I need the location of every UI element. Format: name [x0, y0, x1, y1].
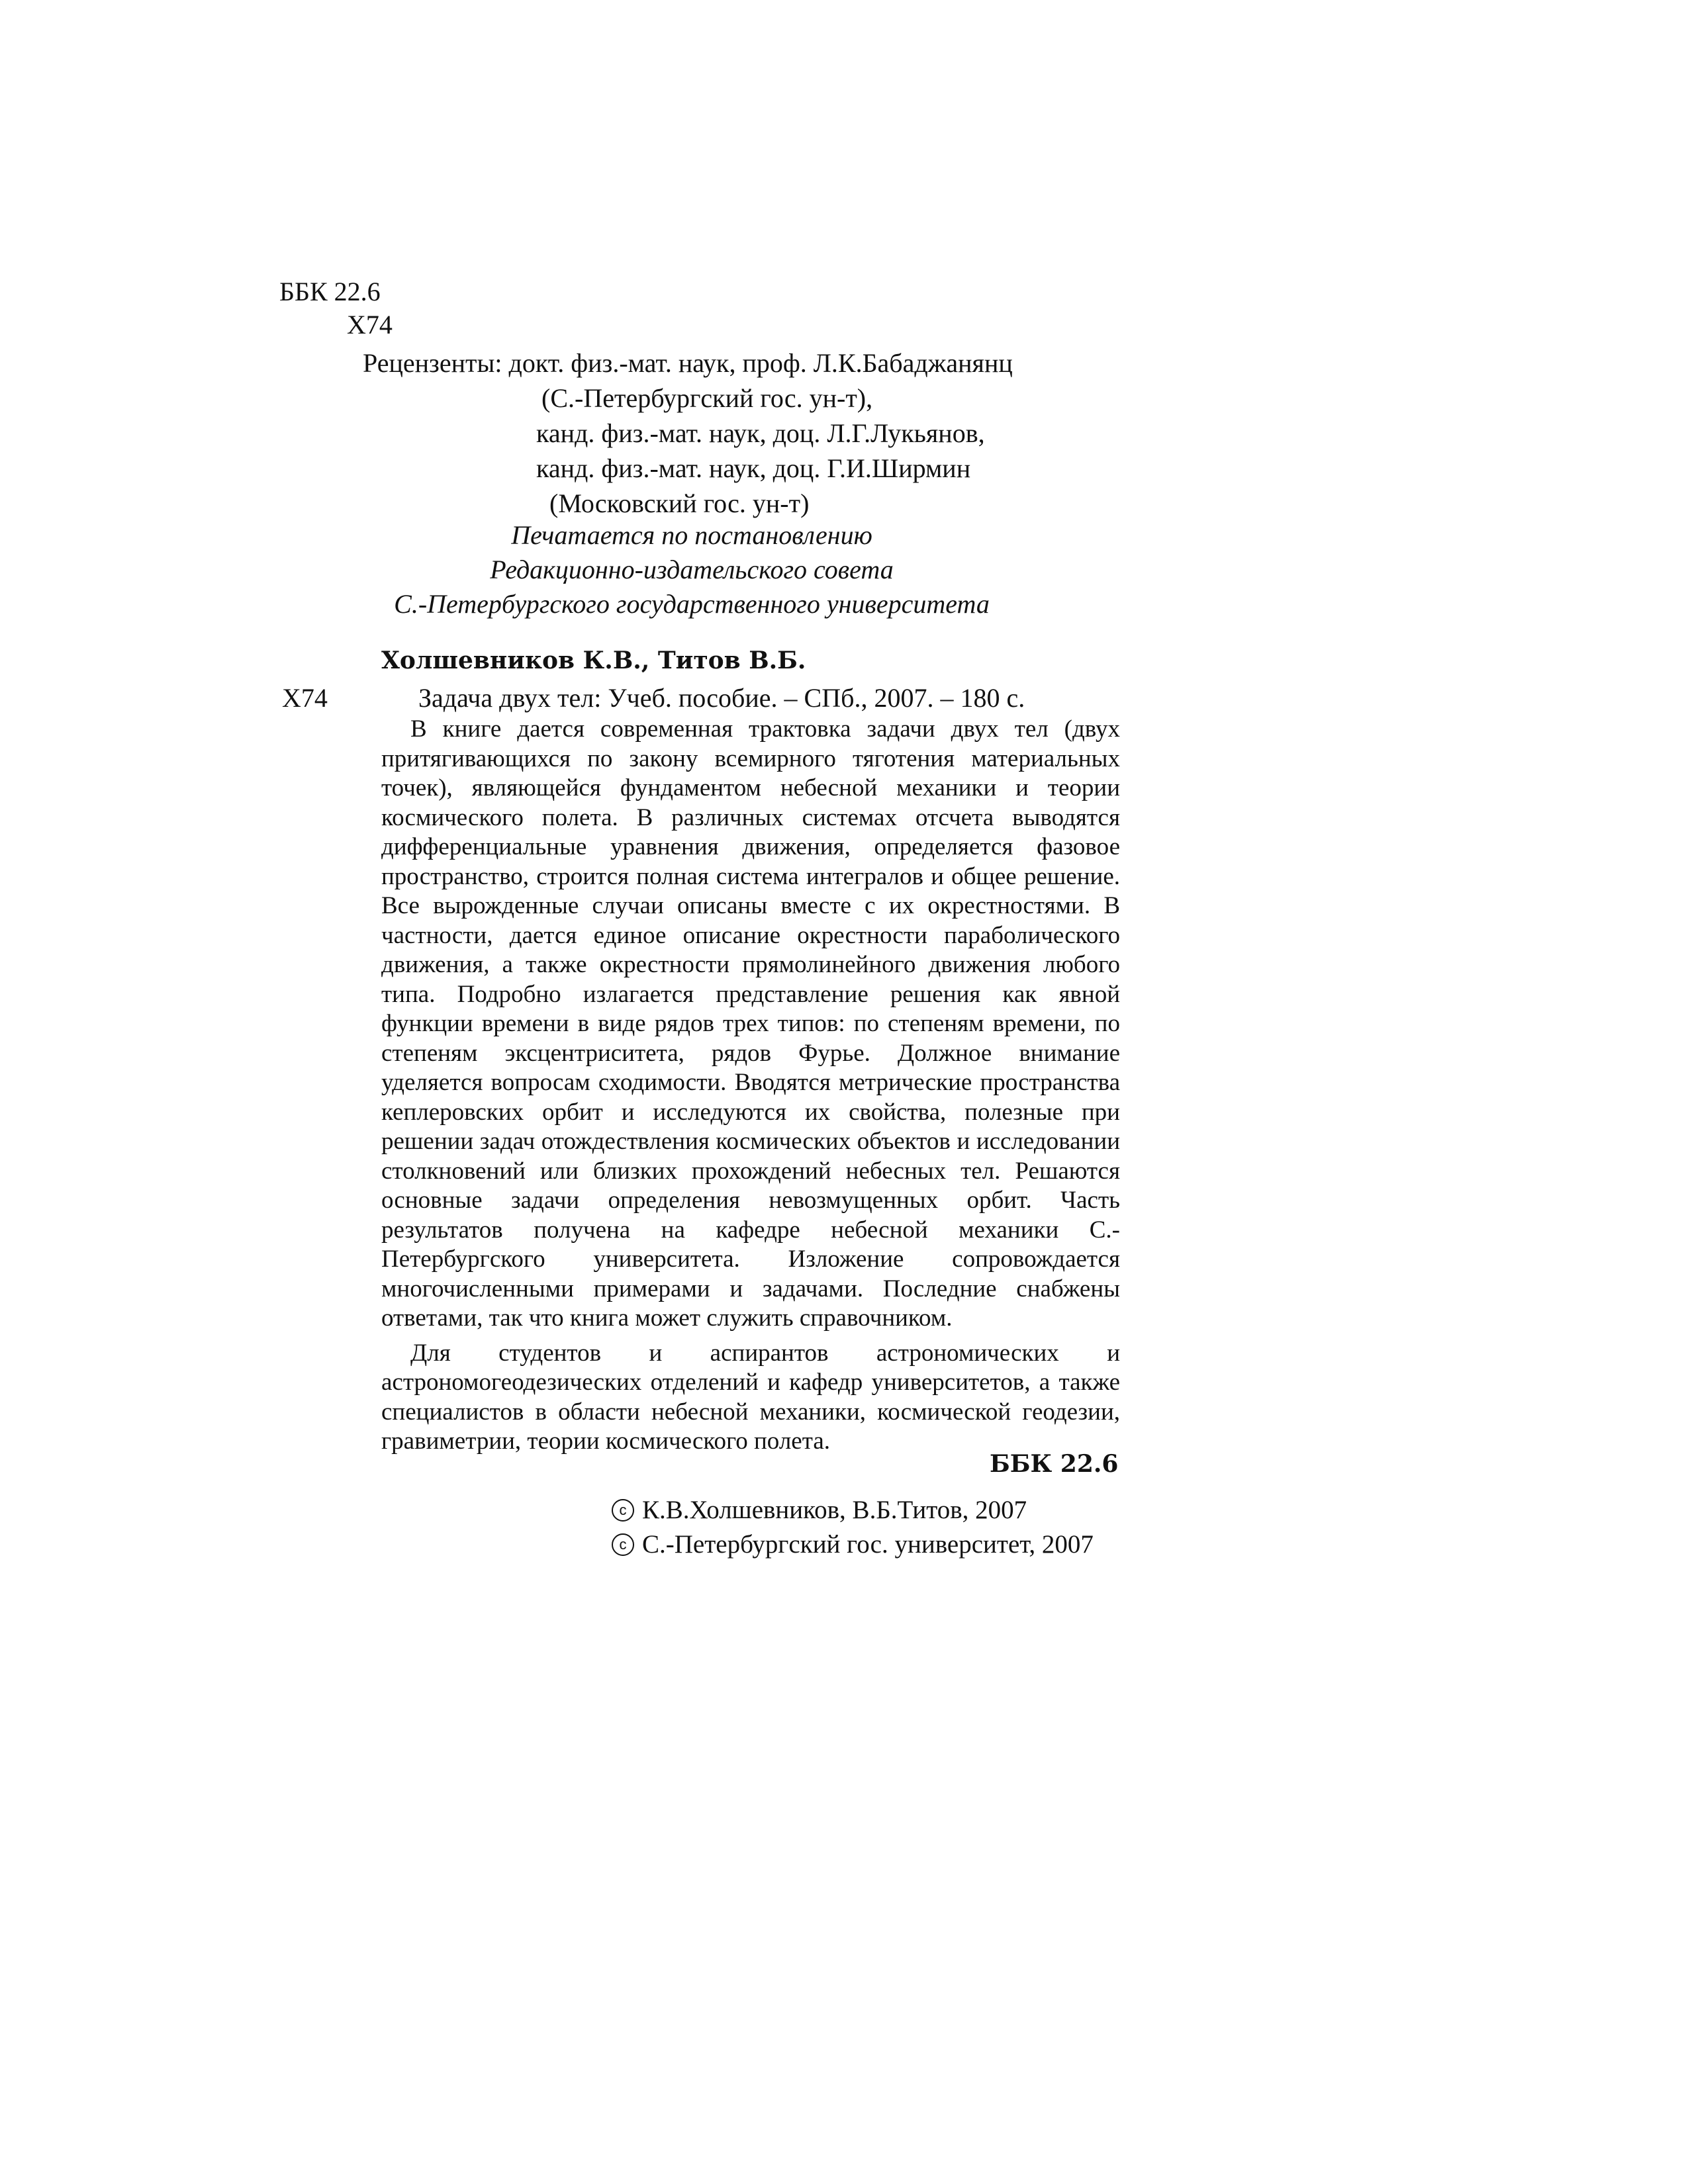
imprint-notice	[0, 518, 1383, 621]
reviewers-block	[363, 345, 1013, 521]
copyright-block	[612, 1493, 1094, 1562]
reviewers-line: (С.-Петербургский гос. ун-т),	[541, 383, 873, 413]
abstract-paragraph: Для студентов и аспирантов астрономических и астрономогеодезических отделений и кафедр университетов, а также специалистов в области небесной механики, космической геодезии, гравиметрии, теории космического полета.	[381, 1339, 1120, 1455]
author-mark: Х74	[347, 310, 393, 340]
copyright-icon: c	[612, 1499, 634, 1522]
book-abstract	[381, 715, 1120, 1457]
imprint-line: Редакционно-издательского совета	[490, 555, 894, 584]
margin-author-mark: Х74	[282, 683, 328, 713]
copyright-text: С.-Петербургский гос. университет, 2007	[642, 1530, 1094, 1559]
bbk-classification: ББК 22.6	[279, 277, 381, 306]
reviewers-line: канд. физ.-мат. наук, доц. Л.Г.Лукьянов,	[536, 418, 985, 448]
copyright-text: К.В.Холшевников, В.Б.Титов, 2007	[642, 1496, 1027, 1524]
abstract-paragraph: В книге дается современная трактовка задачи двух тел (двух притягивающихся по закону всемирного тяготения материальных точек), являющейся фундаментом небесной механики и теории космического полета. В различных системах отсчета выводятся дифференциальные уравнения движения, определяется фазовое пространство, строится полная система интегралов и общее решение. Все вырожденные случаи описаны вместе с их окрестностями. В частности, дается единое описание окрестности параболического движения, а также окрестности прямолинейного движения любого типа. Подробно излагается представление решения как явной функции времени в виде рядов трех типов: по степеням времени, по степеням эксцентриситета, рядов Фурье. Должное внимание уделяется вопросам сходимости. Вводятся метрические пространства кеплеровских орбит и исследуются их свойства, полезные при решении задач отождествления космических объектов и исследовании столкновений или близких прохождений небесных тел. Решаются основные задачи определения невозмущенных орбит. Часть результатов получена на кафедре небесной механики С.-Петербургского университета. Изложение сопровождается многочисленными примерами и задачами. Последние снабжены ответами, так что книга может служить справочником.	[381, 715, 1120, 1332]
copyright-icon: c	[612, 1533, 634, 1556]
imprint-line: Печатается по постановлению	[511, 520, 872, 550]
reviewers-line: Рецензенты: докт. физ.-мат. наук, проф. Л.К.Бабаджанянц	[363, 348, 1013, 378]
reviewers-line: (Московский гос. ун-т)	[549, 488, 810, 518]
bbk-classification-bottom: ББК 22.6	[990, 1450, 1119, 1478]
imprint-line: С.-Петербургского государственного университета	[394, 589, 990, 619]
book-authors: Холшевников К.В., Титов В.Б.	[381, 647, 806, 674]
book-citation: Задача двух тел: Учеб. пособие. – СПб., 2007. – 180 с.	[418, 683, 1025, 713]
reviewers-line: канд. физ.-мат. наук, доц. Г.И.Ширмин	[536, 453, 971, 483]
copyright-line	[612, 1527, 1094, 1562]
copyright-line	[612, 1493, 1094, 1527]
